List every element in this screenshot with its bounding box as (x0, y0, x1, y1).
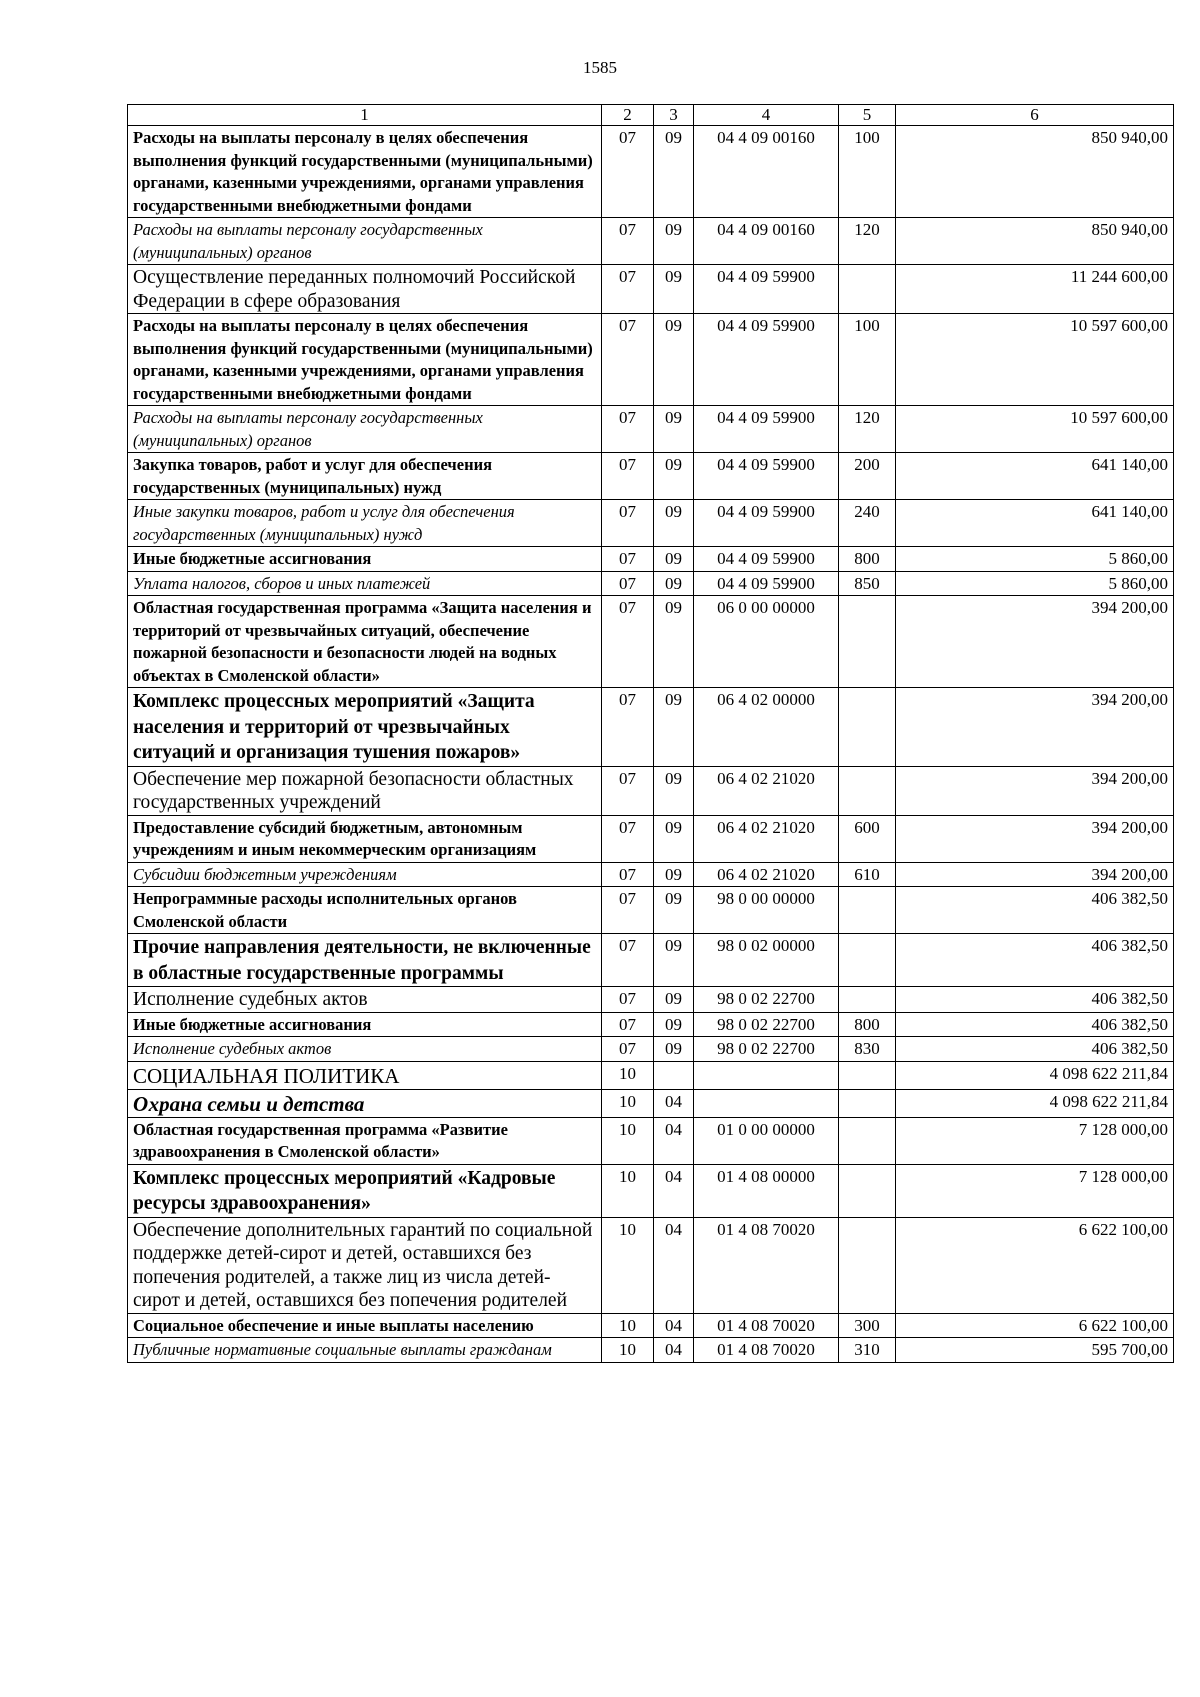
row-target-code: 98 0 02 22700 (694, 1037, 839, 1062)
row-target-code: 98 0 00 00000 (694, 887, 839, 934)
row-section: 07 (602, 571, 654, 596)
row-section: 07 (602, 766, 654, 815)
table-row (128, 1061, 1174, 1089)
table-row (128, 862, 1174, 887)
row-section: 07 (602, 862, 654, 887)
table-row (128, 314, 1174, 406)
row-target-code: 04 4 09 59900 (694, 314, 839, 406)
row-section: 07 (602, 688, 654, 767)
row-subsection: 09 (654, 406, 694, 453)
row-name: Осуществление переданных полномочий Российской Федерации в сфере образования (128, 265, 602, 314)
row-expense-type: 600 (839, 815, 896, 862)
row-subsection: 09 (654, 934, 694, 987)
row-subsection: 09 (654, 688, 694, 767)
row-subsection: 09 (654, 571, 694, 596)
row-amount: 850 940,00 (896, 126, 1174, 218)
row-section: 10 (602, 1313, 654, 1338)
row-amount: 406 382,50 (896, 934, 1174, 987)
row-target-code: 06 0 00 00000 (694, 596, 839, 688)
row-section: 07 (602, 406, 654, 453)
row-section: 07 (602, 126, 654, 218)
row-amount: 394 200,00 (896, 766, 1174, 815)
row-expense-type (839, 766, 896, 815)
row-section: 07 (602, 887, 654, 934)
table-row (128, 815, 1174, 862)
row-expense-type: 120 (839, 406, 896, 453)
row-subsection: 04 (654, 1217, 694, 1313)
row-expense-type: 100 (839, 126, 896, 218)
row-name: Иные закупки товаров, работ и услуг для обеспечения государственных (муниципальных) нужд (128, 500, 602, 547)
row-target-code: 06 4 02 21020 (694, 766, 839, 815)
row-amount: 10 597 600,00 (896, 406, 1174, 453)
row-name: Охрана семьи и детства (128, 1089, 602, 1117)
row-expense-type: 300 (839, 1313, 896, 1338)
row-section: 07 (602, 547, 654, 572)
row-name: Уплата налогов, сборов и иных платежей (128, 571, 602, 596)
table-row (128, 406, 1174, 453)
table-row (128, 596, 1174, 688)
row-expense-type: 200 (839, 453, 896, 500)
row-expense-type (839, 688, 896, 767)
row-subsection: 09 (654, 766, 694, 815)
row-name: Расходы на выплаты персоналу государственных (муниципальных) органов (128, 218, 602, 265)
row-subsection: 09 (654, 547, 694, 572)
row-amount: 394 200,00 (896, 688, 1174, 767)
page-number: 1585 (583, 58, 617, 77)
row-target-code: 06 4 02 00000 (694, 688, 839, 767)
row-amount: 394 200,00 (896, 596, 1174, 688)
row-section: 10 (602, 1117, 654, 1164)
table-row (128, 453, 1174, 500)
row-expense-type (839, 1089, 896, 1117)
row-expense-type: 240 (839, 500, 896, 547)
row-target-code: 01 0 00 00000 (694, 1117, 839, 1164)
row-amount: 10 597 600,00 (896, 314, 1174, 406)
row-target-code: 04 4 09 59900 (694, 500, 839, 547)
row-subsection: 04 (654, 1089, 694, 1117)
row-expense-type (839, 1164, 896, 1217)
row-section: 07 (602, 934, 654, 987)
row-target-code (694, 1089, 839, 1117)
table-row (128, 126, 1174, 218)
row-amount: 394 200,00 (896, 815, 1174, 862)
row-target-code: 04 4 09 59900 (694, 547, 839, 572)
row-target-code: 01 4 08 70020 (694, 1338, 839, 1363)
table-row (128, 1313, 1174, 1338)
table-row (128, 1037, 1174, 1062)
table-row (128, 265, 1174, 314)
row-section: 07 (602, 1037, 654, 1062)
row-name: Обеспечение мер пожарной безопасности областных государственных учреждений (128, 766, 602, 815)
row-expense-type (839, 265, 896, 314)
row-name: Расходы на выплаты персоналу в целях обеспечения выполнения функций государственными (муниципальными) органами, казенными учреждениями, органами управления государственными внебюджетными фондами (128, 126, 602, 218)
table-row (128, 766, 1174, 815)
row-target-code: 01 4 08 70020 (694, 1217, 839, 1313)
row-name: Расходы на выплаты персоналу государственных (муниципальных) органов (128, 406, 602, 453)
row-target-code: 01 4 08 70020 (694, 1313, 839, 1338)
row-section: 07 (602, 314, 654, 406)
row-expense-type (839, 934, 896, 987)
row-name: Прочие направления деятельности, не включенные в областные государственные программы (128, 934, 602, 987)
row-target-code: 06 4 02 21020 (694, 815, 839, 862)
table-row (128, 1089, 1174, 1117)
row-section: 07 (602, 1012, 654, 1037)
row-expense-type (839, 1117, 896, 1164)
row-subsection: 09 (654, 218, 694, 265)
table-row (128, 688, 1174, 767)
row-name: Иные бюджетные ассигнования (128, 1012, 602, 1037)
row-name: Публичные нормативные социальные выплаты гражданам (128, 1338, 602, 1363)
row-name: Субсидии бюджетным учреждениям (128, 862, 602, 887)
row-subsection: 04 (654, 1313, 694, 1338)
row-name: Исполнение судебных актов (128, 987, 602, 1013)
row-name: Обеспечение дополнительных гарантий по социальной поддержке детей-сирот и детей, оставшихся без попечения родителей, а также лиц из числа детей-сирот и детей, оставшихся без попечения родителей (128, 1217, 602, 1313)
row-section: 10 (602, 1164, 654, 1217)
row-subsection: 09 (654, 126, 694, 218)
row-target-code: 04 4 09 59900 (694, 265, 839, 314)
row-expense-type: 850 (839, 571, 896, 596)
row-name: Иные бюджетные ассигнования (128, 547, 602, 572)
row-subsection: 04 (654, 1164, 694, 1217)
row-subsection: 04 (654, 1117, 694, 1164)
row-section: 07 (602, 218, 654, 265)
row-amount: 641 140,00 (896, 453, 1174, 500)
row-amount: 595 700,00 (896, 1338, 1174, 1363)
row-amount: 5 860,00 (896, 571, 1174, 596)
row-subsection: 09 (654, 1012, 694, 1037)
header-col-4: 4 (694, 105, 839, 126)
row-target-code: 04 4 09 59900 (694, 571, 839, 596)
row-section: 07 (602, 815, 654, 862)
row-section: 07 (602, 596, 654, 688)
row-amount: 406 382,50 (896, 887, 1174, 934)
row-subsection: 09 (654, 815, 694, 862)
table-body (128, 126, 1174, 1363)
row-section: 10 (602, 1338, 654, 1363)
table-row (128, 1164, 1174, 1217)
row-subsection: 09 (654, 314, 694, 406)
row-subsection: 09 (654, 596, 694, 688)
row-section: 10 (602, 1061, 654, 1089)
row-section: 07 (602, 500, 654, 547)
row-name: Непрограммные расходы исполнительных органов Смоленской области (128, 887, 602, 934)
row-subsection (654, 1061, 694, 1089)
table-row (128, 500, 1174, 547)
row-target-code: 06 4 02 21020 (694, 862, 839, 887)
header-col-6: 6 (896, 105, 1174, 126)
row-target-code: 04 4 09 00160 (694, 126, 839, 218)
row-target-code: 01 4 08 00000 (694, 1164, 839, 1217)
row-name: Областная государственная программа «Защита населения и территорий от чрезвычайных ситуаций, обеспечение пожарной безопасности и безопасности людей на водных объектах в Смоленской области» (128, 596, 602, 688)
row-amount: 406 382,50 (896, 987, 1174, 1013)
row-name: Социальное обеспечение и иные выплаты населению (128, 1313, 602, 1338)
row-target-code: 04 4 09 59900 (694, 406, 839, 453)
row-target-code: 04 4 09 59900 (694, 453, 839, 500)
row-name: Предоставление субсидий бюджетным, автономным учреждениям и иным некоммерческим организациям (128, 815, 602, 862)
row-name: Комплекс процессных мероприятий «Кадровые ресурсы здравоохранения» (128, 1164, 602, 1217)
row-amount: 6 622 100,00 (896, 1217, 1174, 1313)
row-amount: 4 098 622 211,84 (896, 1061, 1174, 1089)
row-expense-type: 800 (839, 547, 896, 572)
row-name: Комплекс процессных мероприятий «Защита населения и территорий от чрезвычайных ситуаций и организация тушения пожаров» (128, 688, 602, 767)
row-subsection: 09 (654, 265, 694, 314)
row-target-code: 98 0 02 22700 (694, 987, 839, 1013)
row-expense-type: 100 (839, 314, 896, 406)
row-amount: 406 382,50 (896, 1012, 1174, 1037)
row-section: 10 (602, 1089, 654, 1117)
row-amount: 7 128 000,00 (896, 1117, 1174, 1164)
table-row (128, 547, 1174, 572)
budget-table (127, 104, 1174, 1363)
row-name: Исполнение судебных актов (128, 1037, 602, 1062)
row-name: СОЦИАЛЬНАЯ ПОЛИТИКА (128, 1061, 602, 1089)
row-amount: 406 382,50 (896, 1037, 1174, 1062)
table-row (128, 1012, 1174, 1037)
row-name: Областная государственная программа «Развитие здравоохранения в Смоленской области» (128, 1117, 602, 1164)
table-row (128, 1117, 1174, 1164)
row-amount: 850 940,00 (896, 218, 1174, 265)
row-target-code (694, 1061, 839, 1089)
row-expense-type: 120 (839, 218, 896, 265)
row-subsection: 09 (654, 453, 694, 500)
row-target-code: 04 4 09 00160 (694, 218, 839, 265)
table-row (128, 887, 1174, 934)
row-subsection: 09 (654, 500, 694, 547)
row-amount: 7 128 000,00 (896, 1164, 1174, 1217)
row-subsection: 09 (654, 1037, 694, 1062)
header-row (128, 105, 1174, 126)
row-expense-type (839, 1061, 896, 1089)
row-amount: 641 140,00 (896, 500, 1174, 547)
row-amount: 5 860,00 (896, 547, 1174, 572)
row-amount: 11 244 600,00 (896, 265, 1174, 314)
header-col-2: 2 (602, 105, 654, 126)
header-col-5: 5 (839, 105, 896, 126)
table-row (128, 987, 1174, 1013)
row-amount: 394 200,00 (896, 862, 1174, 887)
row-target-code: 98 0 02 22700 (694, 1012, 839, 1037)
row-subsection: 04 (654, 1338, 694, 1363)
row-name: Закупка товаров, работ и услуг для обеспечения государственных (муниципальных) нужд (128, 453, 602, 500)
row-section: 10 (602, 1217, 654, 1313)
row-expense-type: 610 (839, 862, 896, 887)
row-expense-type (839, 1217, 896, 1313)
row-expense-type: 800 (839, 1012, 896, 1037)
row-section: 07 (602, 453, 654, 500)
row-expense-type (839, 987, 896, 1013)
row-name: Расходы на выплаты персоналу в целях обеспечения выполнения функций государственными (муниципальными) органами, казенными учреждениями, органами управления государственными внебюджетными фондами (128, 314, 602, 406)
row-section: 07 (602, 265, 654, 314)
row-subsection: 09 (654, 987, 694, 1013)
table-row (128, 1338, 1174, 1363)
table-row (128, 571, 1174, 596)
row-subsection: 09 (654, 887, 694, 934)
table-row (128, 934, 1174, 987)
row-target-code: 98 0 02 00000 (694, 934, 839, 987)
row-section: 07 (602, 987, 654, 1013)
header-col-3: 3 (654, 105, 694, 126)
table-row (128, 218, 1174, 265)
row-amount: 6 622 100,00 (896, 1313, 1174, 1338)
row-expense-type: 830 (839, 1037, 896, 1062)
row-expense-type (839, 887, 896, 934)
row-amount: 4 098 622 211,84 (896, 1089, 1174, 1117)
header-col-1: 1 (128, 105, 602, 126)
row-expense-type (839, 596, 896, 688)
row-subsection: 09 (654, 862, 694, 887)
table-row (128, 1217, 1174, 1313)
row-expense-type: 310 (839, 1338, 896, 1363)
